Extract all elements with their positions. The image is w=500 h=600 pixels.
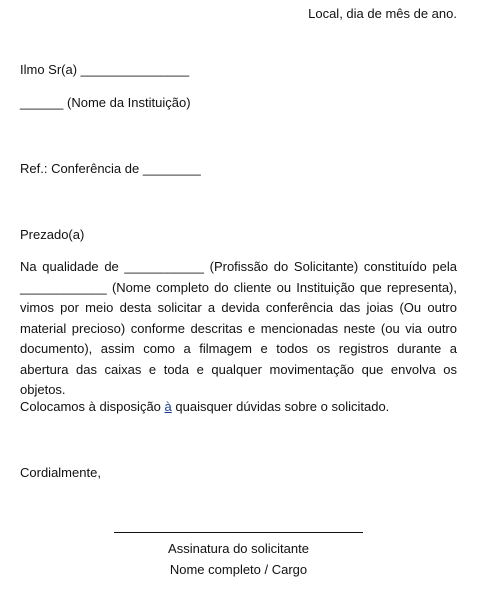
place-date: Local, dia de mês de ano.: [308, 6, 457, 21]
hyperlinked-word[interactable]: à: [164, 399, 172, 414]
institution-line: ______ (Nome da Instituição): [20, 95, 191, 110]
greeting: Prezado(a): [20, 227, 85, 242]
availability-text-end: quaisquer dúvidas sobre o solicitado.: [171, 399, 390, 414]
addressee-line: Ilmo Sr(a) _______________: [20, 62, 190, 77]
signature-line: [114, 532, 363, 533]
availability-text-start: Colocamos à disposição: [20, 399, 165, 414]
availability-paragraph: [20, 397, 457, 418]
closing: Cordialmente,: [20, 465, 101, 480]
signature-name-role: Nome completo / Cargo: [169, 562, 308, 577]
reference-line: Ref.: Conferência de ________: [20, 161, 201, 176]
body-paragraph: Na qualidade de ___________ (Profissão do Solicitante) constituído pela ____________ (Nome completo do cliente ou Instituição que representa), vimos por meio desta solicitar a devida conferência das joias (Ou outro material precioso) conforme descritas e mencionadas neste (ou via outro documento), assim como a filmagem e todos os registros durante a abertura das caixas e toda e qualquer movimentação que envolva os objetos.: [20, 259, 457, 397]
signature-label: Assinatura do solicitante: [168, 541, 309, 556]
